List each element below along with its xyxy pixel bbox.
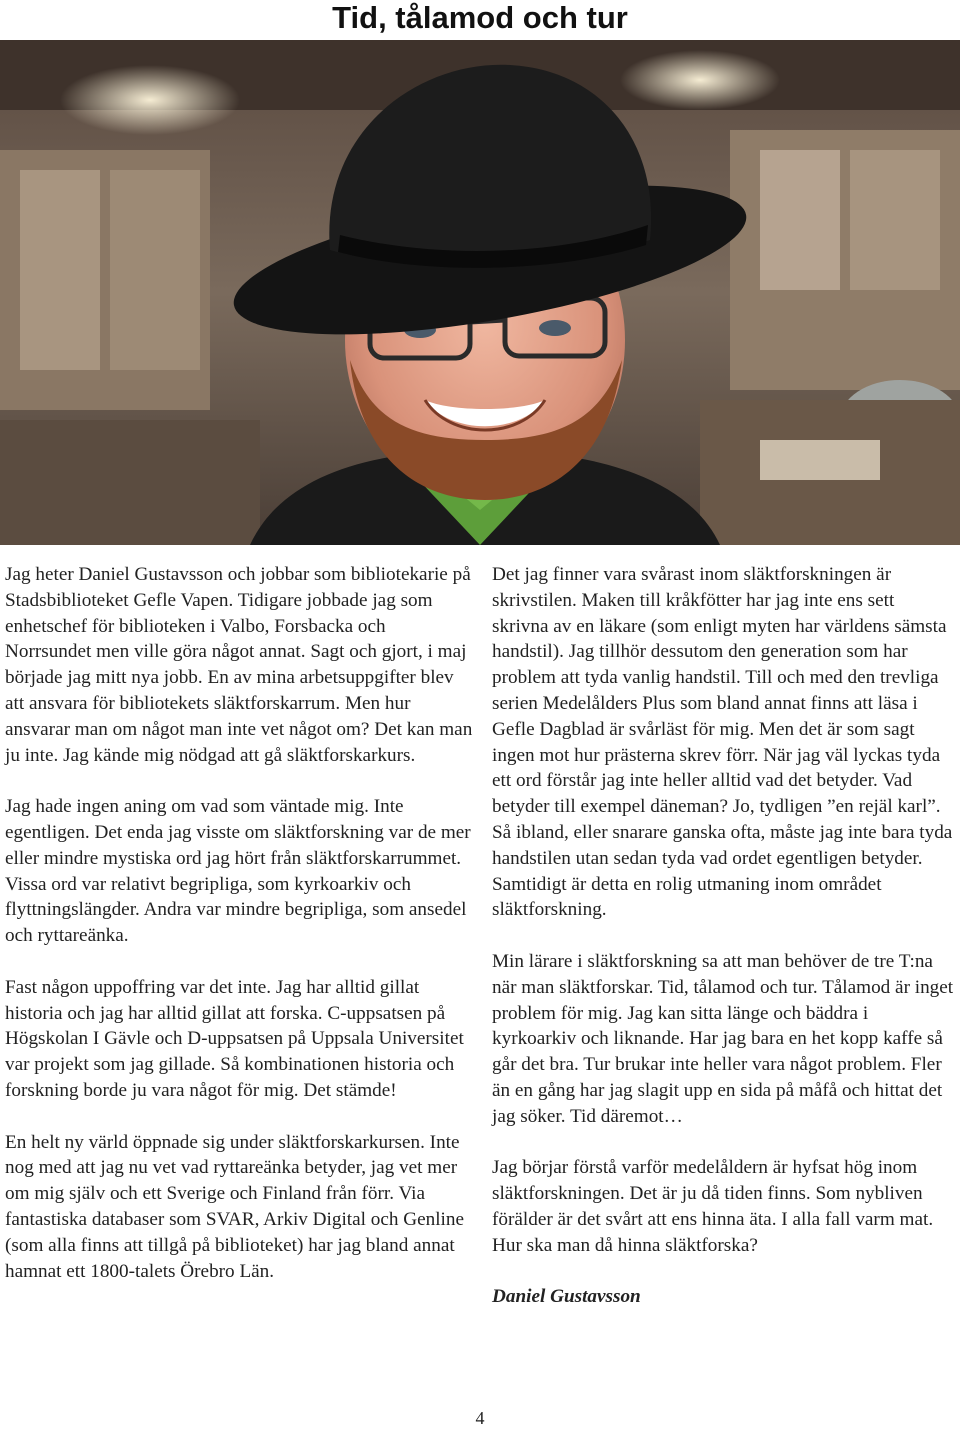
- left-paragraph-3: Fast någon uppoffring var det inte. Jag har alltid gillat historia och jag har alltid gillat att forska. C-uppsatsen på Högskolan I Gävle och D-uppsatsen på Uppsala Universitet var projekt som jag gillade. Så kombinationen historia och forskning borde ju vara något för mig. Det stämde!: [5, 976, 464, 1101]
- left-paragraph-4: En helt ny värld öppnade sig under släktforskarkursen. Inte nog med att jag nu vet vad ryttareänka betyder, jag vet mer om mig själv och ett Sverige och Finland från förr. Via fantastiska databaser som SVAR, Arkiv Digital och Genline (som alla finns att tillgå på biblioteket) har jag bland annat hamnat ett 1800-talets Örebro Län.: [5, 1131, 464, 1282]
- right-paragraph-1: Det jag finner vara svårast inom släktforskningen är skrivstilen. Maken till kråkfötter har jag inte ens sett skrivna av en läkare (som enligt myten har världens sämsta handstil). Jag tillhör dessutom den generation som har problem att tyda vanlig handstil. Till och med den trevliga serien Medelålders Plus som bland annat finns att läsa i Gefle Dagblad är svårläst för mig. Men det är som sagt ingen mot hur prästerna skrev förr. När jag väl lyckas tyda ett ord förstår jag inte heller alltid vad det betyder. Vad betyder till exempel däneman? Jo, tydligen ”en rejäl karl”. Så ibland, eller snarare ganska ofta, måste jag inte bara tyda handstilen utan sedan tyda vad ordet egentligen betyder. Samtidigt är detta en rolig utmaning inom området släktforskning.: [492, 564, 953, 921]
- right-paragraph-2: Min lärare i släktforskning sa att man behöver de tre T:na när man släktforskar. Tid, tålamod och tur. Tålamod är inget problem för mig. Jag kan sitta länge och bäddra i kyrkoarkiv och liknande. Har jag bara en het kopp kaffe så går det bra. Tur brukar inte heller vara något problem. Fler än en gång har jag slagit upp en sida på måfå och hittat det jag söker. Tid däremot…: [492, 950, 954, 1127]
- left-paragraph-1: Jag heter Daniel Gustavsson och jobbar som bibliotekarie på Stadsbiblioteket Gefle Vapen. Tidigare jobbade jag som enhetschef för biblioteken i Valbo, Forsbacka och Norrsundet men ville göra något annat. Sagt och gjort, i maj började jag mitt nya jobb. En av mina arbetsuppgifter blev att ansvara för bibliotekets släktforskarrum. Men hur ansvarar man om något man inte vet något om? Det kan man ju inte. Jag kände mig nödgad att gå släktforskarkurs.: [5, 564, 473, 766]
- left-paragraph-2: Jag hade ingen aning om vad som väntade mig. Inte egentligen. Det enda jag visste om släktforskning var de mer eller mindre mystiska ord jag hört från släktforskarrummet. Vissa ord var relativt begripliga, som kyrkoarkiv och flyttningslängder. Andra var mindre begripliga, som ansedel och ryttareänka.: [5, 796, 471, 947]
- author-signature: Daniel Gustavsson: [492, 1286, 641, 1308]
- page-title: Tid, tålamod och tur: [332, 0, 628, 35]
- portrait-photo: [0, 40, 960, 545]
- right-paragraph-3: Jag börjar förstå varför medelåldern är hyfsat hög inom släktforskningen. Det är ju då tiden finns. Som nybliven förälder är det svårt att ens hinna äta. I alla fall varm mat. Hur ska man då hinna släktforska?: [492, 1157, 934, 1256]
- page-number: 4: [475, 1408, 485, 1428]
- right-column: [492, 562, 954, 1336]
- left-column: [5, 562, 475, 1310]
- portrait-illustration: [0, 40, 960, 545]
